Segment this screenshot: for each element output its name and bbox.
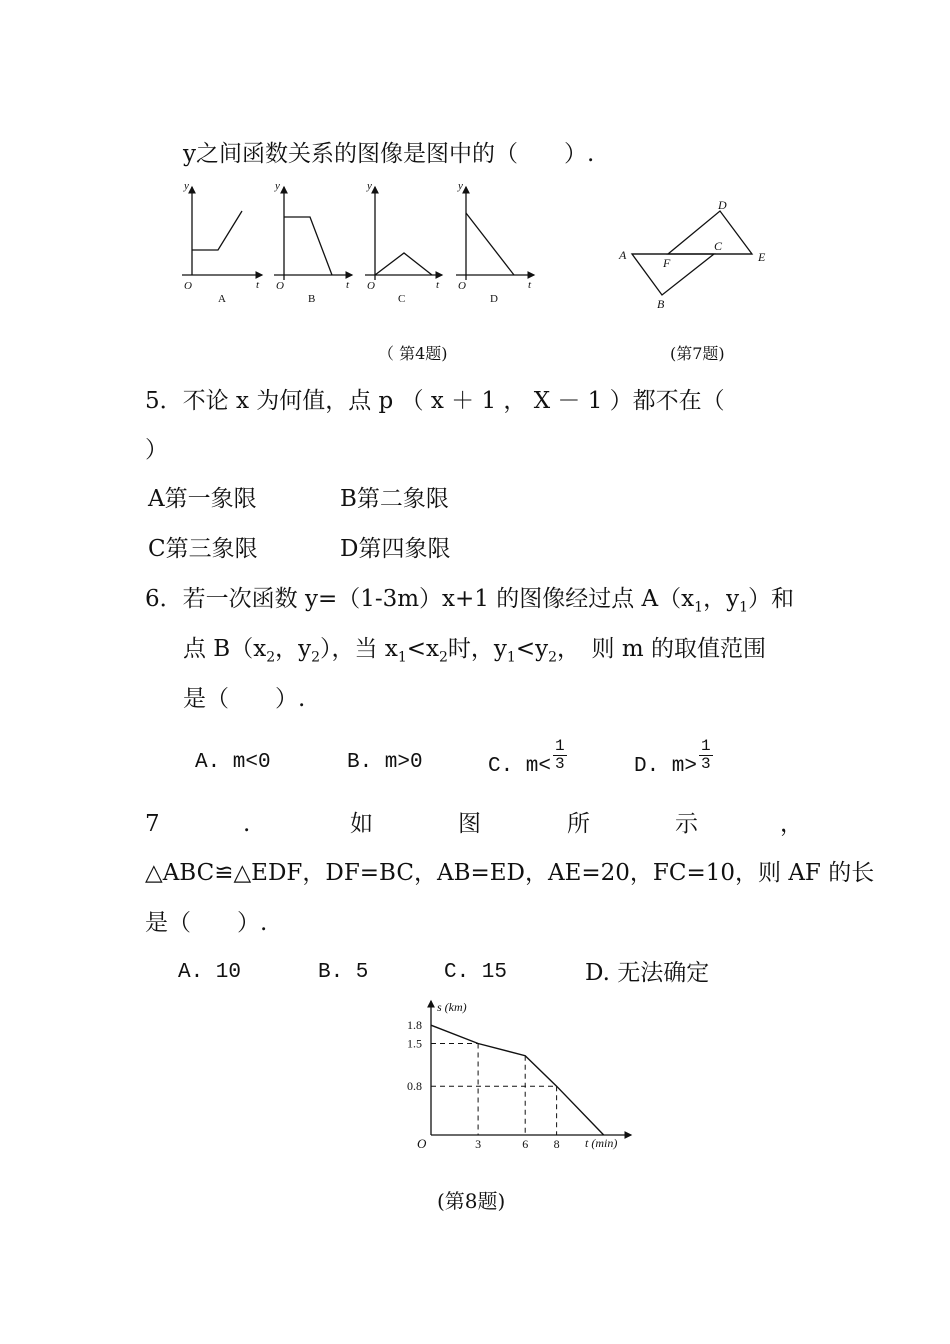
q7-comma: ， <box>780 811 803 837</box>
point-c-label: C <box>714 239 723 253</box>
q5-option-a: A第一象限 <box>148 486 257 512</box>
fig4-y-label-c: y <box>367 180 372 192</box>
q7-option-a: A. 10 <box>178 961 242 984</box>
q5-stem-line2: ） <box>145 437 168 463</box>
fig4-panel-a <box>182 187 262 275</box>
point-a-label: A <box>619 248 627 262</box>
q7-stem-line3: 是（ ）. <box>145 910 268 936</box>
q7-word-4: 示 <box>675 811 698 837</box>
q7-word-1: 如 <box>350 811 373 837</box>
fig4-t-label-c: t <box>436 279 440 291</box>
q7-option-c: C. 15 <box>444 961 508 984</box>
fig4-y-label-d: y <box>458 180 463 192</box>
q6-option-c: C. m< $\frac{1}{3}$ <box>488 737 565 779</box>
fig4-origin-c: O <box>367 280 375 292</box>
q7-word-3: 所 <box>567 811 590 837</box>
fig8-x-tick-label: 3 <box>475 1137 482 1151</box>
q6-stem-line3: 是（ ）. <box>183 686 306 712</box>
q7-option-d: D. 无法确定 <box>585 960 710 986</box>
q6-option-b: B. m>0 <box>347 751 423 774</box>
q7-word-2: 图 <box>458 811 481 837</box>
fig4-panel-label-a: A <box>218 293 226 305</box>
fig7-caption: (第7题) <box>670 344 725 363</box>
q4-tail: y之间函数关系的图像是图中的（ ）. <box>183 141 595 167</box>
q7-dot: . <box>243 811 251 837</box>
q6-option-a: A. m<0 <box>195 751 271 774</box>
fig4-t-label-a: t <box>256 279 260 291</box>
triangle-abc <box>632 254 714 295</box>
q5-option-d: D第四象限 <box>340 536 451 562</box>
fig4-t-label-d: t <box>528 279 532 291</box>
fig8-x-tick-label: 8 <box>553 1137 560 1151</box>
fig4-origin-a: O <box>184 280 192 292</box>
q5-stem-line1: 5．不论 x 为何值，点 p （ x ＋ 1 ， X － 1 ）都不在（ <box>145 388 725 414</box>
fig4-panel-d <box>456 187 534 280</box>
fig4-panel-b <box>274 187 352 280</box>
q6-stem-line1: 6．若一次函数 y=（1-3m）x+1 的图像经过点 $A(x_1$，$y_1$）和 <box>145 586 794 616</box>
fig8-x-tick-label: 6 <box>522 1137 529 1151</box>
fig4-origin-b: O <box>276 280 284 292</box>
figure-7 <box>610 195 780 315</box>
fig4-panel-label-d: D <box>490 293 498 305</box>
fig4-caption: （ 第4题) <box>378 344 448 363</box>
figure-8-chart <box>395 995 645 1155</box>
fig4-panel-label-b: B <box>308 293 316 305</box>
triangle-edf <box>668 211 752 254</box>
q5-option-c: C第三象限 <box>148 536 258 562</box>
fig4-y-label-b: y <box>275 180 280 192</box>
fig8-xlabel: t (min) <box>585 1136 618 1150</box>
q7-stem-line2: △ABC≌△EDF，DF=BC，AB=ED，AE=20，FC=10，则 AF 的长 <box>145 860 875 886</box>
q6-option-d: D. m> $\frac{1}{3}$ <box>634 737 711 779</box>
q6-stem-line2: 点 $B(x_2$，$y_2$），当 $x_1<x_2$时，$y_1<y_2$， 则 m 的取值范围 <box>183 636 766 666</box>
fig4-origin-d: O <box>458 280 466 292</box>
fig8-series-line <box>431 1025 604 1135</box>
fig4-t-label-b: t <box>346 279 350 291</box>
fig8-caption: (第8题) <box>437 1189 506 1213</box>
fig8-origin: O <box>417 1136 427 1151</box>
fig4-panel-c <box>365 187 442 280</box>
point-e-label: E <box>758 250 766 264</box>
q7-option-b: B. 5 <box>318 961 369 984</box>
fig8-ylabel: s (km) <box>437 1000 467 1014</box>
fig8-y-tick-label: 0.8 <box>407 1079 422 1094</box>
fig8-y-tick-label: 1.5 <box>407 1036 422 1051</box>
figure-4 <box>170 175 550 315</box>
point-b-label: B <box>657 297 665 311</box>
point-f-label: F <box>663 256 671 270</box>
q5-option-b: B第二象限 <box>340 486 449 512</box>
fig4-panel-label-c: C <box>398 293 406 305</box>
point-d-label: D <box>718 198 727 212</box>
q7-num: 7 <box>145 811 160 837</box>
fig8-y-tick-label: 1.8 <box>407 1018 422 1033</box>
fig4-y-label-a: y <box>184 180 189 192</box>
